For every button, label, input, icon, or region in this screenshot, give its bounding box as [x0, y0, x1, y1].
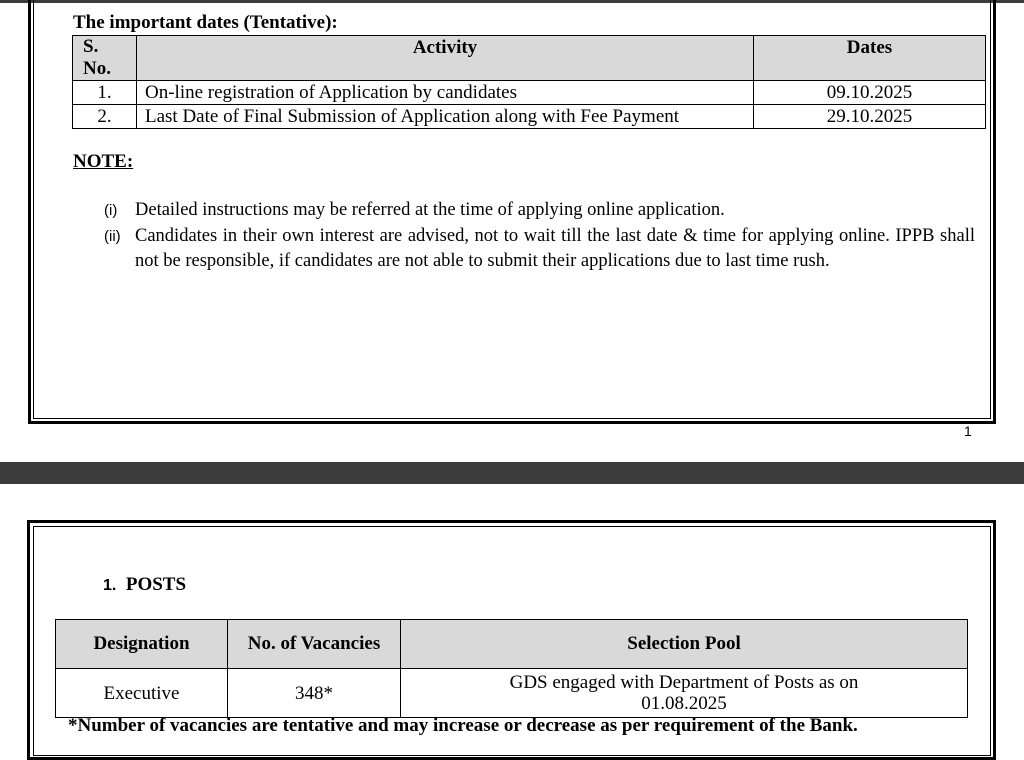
posts-table — [55, 619, 968, 718]
note-marker: (ii) — [104, 228, 121, 245]
row-vacancies: 348* — [228, 669, 401, 718]
note-item: Detailed instructions may be referred at the time of applying online application. — [135, 200, 725, 220]
table-row — [73, 81, 986, 105]
selection-pool-header: Selection Pool — [401, 620, 968, 669]
important-dates-title: The important dates (Tentative): — [73, 12, 338, 33]
pool-line-1: GDS engaged with Department of Posts as on — [509, 672, 859, 693]
table-header-row — [56, 620, 968, 669]
vacancy-footnote: *Number of vacancies are tentative and may increase or decrease as per requirement of the Bank. — [68, 715, 858, 736]
important-dates-table — [72, 35, 986, 129]
note-heading: NOTE: — [73, 151, 134, 172]
table-row — [73, 105, 986, 129]
row-activity: Last Date of Final Submission of Application along with Fee Payment — [137, 105, 754, 129]
row-sno: 1. — [73, 81, 137, 105]
designation-header: Designation — [56, 620, 228, 669]
table-row — [56, 669, 968, 718]
sno-header — [73, 36, 137, 81]
activity-header: Activity — [137, 36, 754, 81]
vacancies-header: No. of Vacancies — [228, 620, 401, 669]
row-date: 29.10.2025 — [754, 105, 986, 129]
posts-section-title: POSTS — [125, 574, 187, 595]
sno-header-line2: No. — [83, 58, 111, 79]
note-marker: (i) — [104, 202, 118, 219]
row-designation: Executive — [56, 669, 228, 718]
row-date: 09.10.2025 — [754, 81, 986, 105]
posts-heading — [103, 574, 186, 596]
row-activity: On-line registration of Application by candidates — [137, 81, 754, 105]
row-sno: 2. — [73, 105, 137, 129]
dates-header: Dates — [754, 36, 986, 81]
page-number: 1 — [964, 423, 972, 439]
row-selection-pool — [401, 669, 968, 718]
page-separator — [0, 462, 1024, 484]
pool-line-2: 01.08.2025 — [641, 693, 727, 714]
posts-section-number: 1. — [103, 577, 117, 594]
note-item: Candidates in their own interest are advised, not to wait till the last date & time for applying online. IPPB shall not be responsible, if candidates are not able to submit their applications due to last time rush. — [135, 226, 975, 271]
table-header-row — [73, 36, 986, 81]
sno-header-line1: S. — [83, 36, 99, 57]
